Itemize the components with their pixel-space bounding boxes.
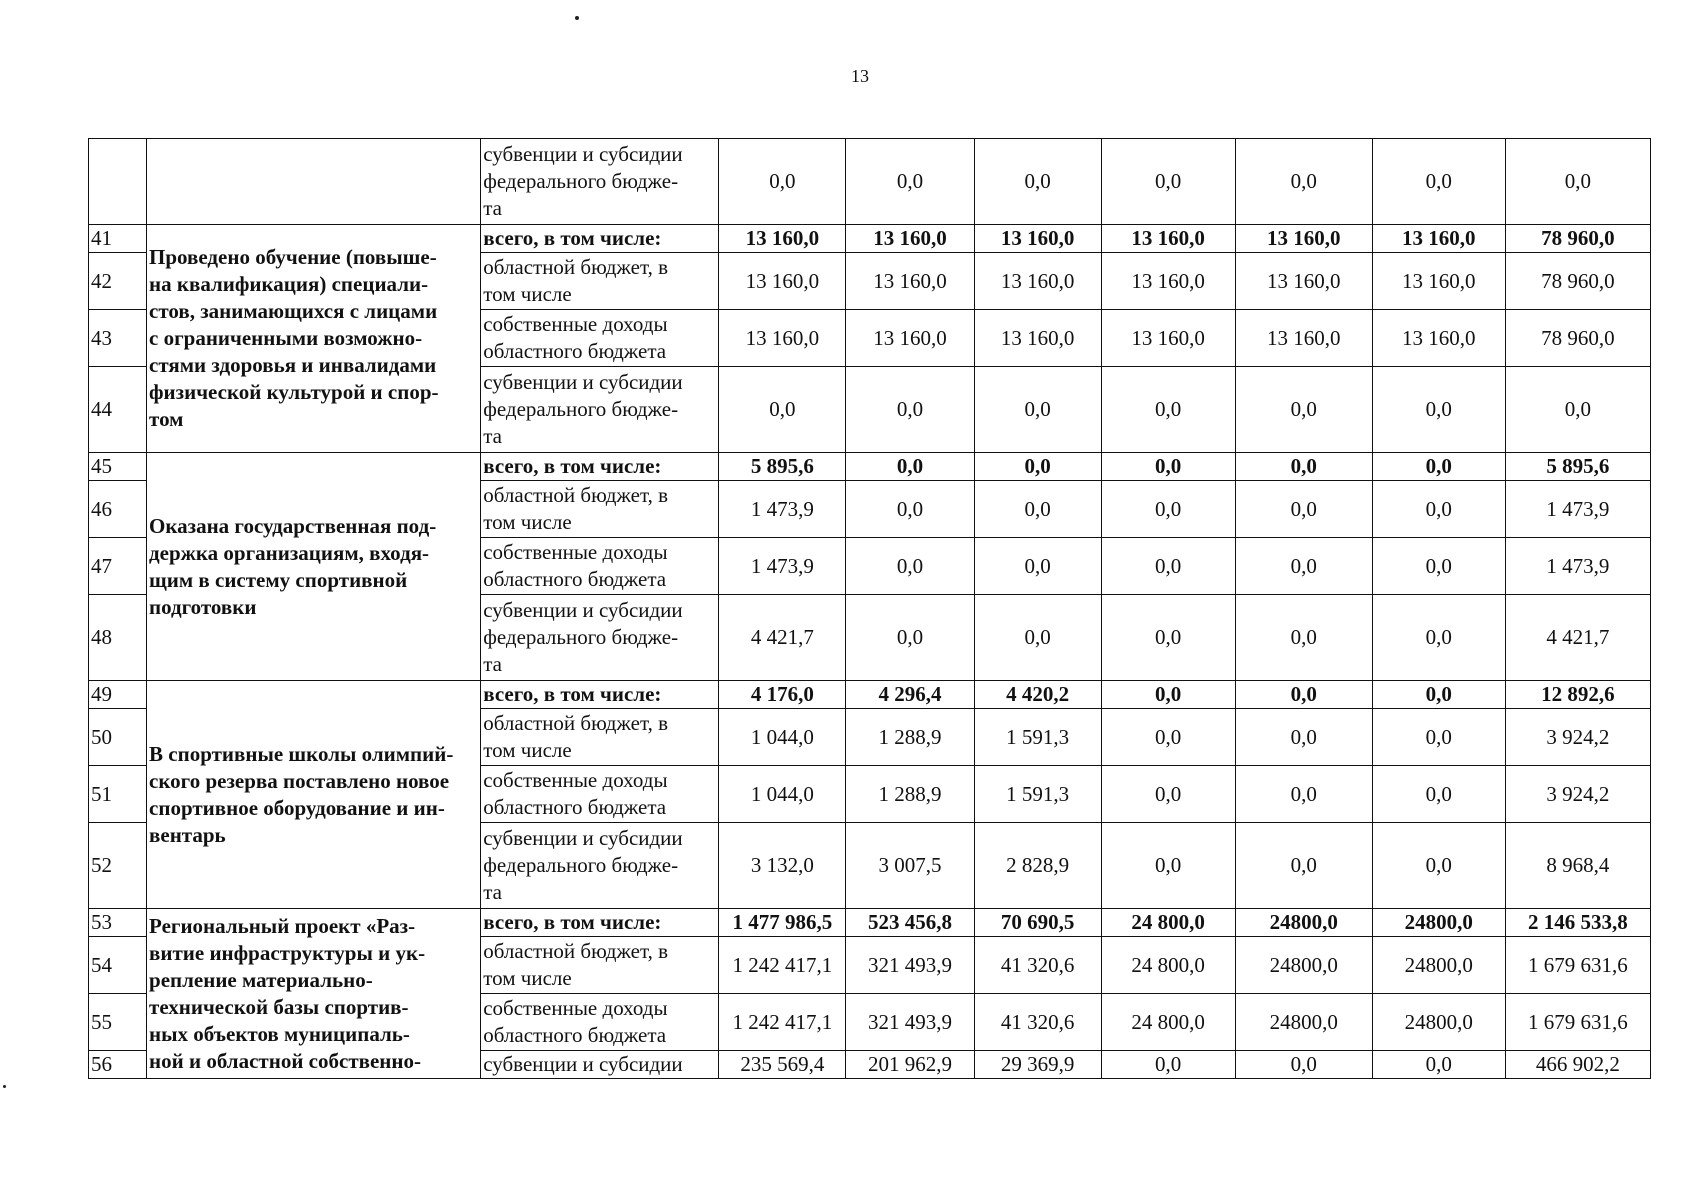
value-cell: 0,0 [1101, 538, 1235, 595]
row-number-cell: 45 [89, 453, 147, 481]
total-value-cell: 5 895,6 [1505, 453, 1650, 481]
value-cell: 24 800,0 [1101, 937, 1235, 994]
value-cell: 1 242 417,1 [719, 994, 846, 1051]
value-cell: 1 288,9 [846, 766, 974, 823]
funding-source-cell: областной бюджет, в том числе [481, 937, 719, 994]
value-cell: 1 473,9 [719, 538, 846, 595]
row-number-cell [89, 139, 147, 225]
value-cell: 13 160,0 [846, 253, 974, 310]
value-cell: 4 421,7 [719, 595, 846, 681]
value-cell: 523 456,8 [846, 909, 974, 937]
row-number-cell: 51 [89, 766, 147, 823]
funding-source-cell: собственные доходы областного бюджета [481, 538, 719, 595]
value-cell: 13 160,0 [1372, 225, 1505, 253]
value-cell: 1 242 417,1 [719, 937, 846, 994]
page-number: 13 [851, 66, 869, 86]
row-number-cell: 53 [89, 909, 147, 937]
value-cell: 1 044,0 [719, 709, 846, 766]
total-value-cell: 8 968,4 [1505, 823, 1650, 909]
value-cell: 0,0 [974, 538, 1101, 595]
table-row [89, 139, 1651, 225]
value-cell: 0,0 [1372, 481, 1505, 538]
value-cell: 0,0 [719, 367, 846, 453]
table-row [89, 225, 1651, 253]
value-cell: 29 369,9 [974, 1051, 1101, 1079]
value-cell: 0,0 [974, 595, 1101, 681]
scan-speck [3, 1085, 6, 1088]
total-value-cell: 1 679 631,6 [1505, 937, 1650, 994]
funding-source-cell: субвенции и субсидии федерального бюдже- та [481, 367, 719, 453]
value-cell: 24800,0 [1372, 909, 1505, 937]
value-cell: 0,0 [1372, 766, 1505, 823]
table-row [89, 453, 1651, 481]
value-cell: 1 591,3 [974, 766, 1101, 823]
row-number-cell: 43 [89, 310, 147, 367]
total-value-cell: 4 421,7 [1505, 595, 1650, 681]
value-cell: 3 132,0 [719, 823, 846, 909]
value-cell: 13 160,0 [974, 225, 1101, 253]
funding-source-cell: областной бюджет, в том числе [481, 709, 719, 766]
row-number-cell: 54 [89, 937, 147, 994]
value-cell: 0,0 [1101, 709, 1235, 766]
value-cell: 13 160,0 [1101, 253, 1235, 310]
value-cell: 13 160,0 [846, 310, 974, 367]
total-value-cell: 466 902,2 [1505, 1051, 1650, 1079]
value-cell: 0,0 [1101, 139, 1235, 225]
value-cell: 0,0 [1101, 453, 1235, 481]
total-value-cell: 78 960,0 [1505, 225, 1650, 253]
value-cell: 41 320,6 [974, 937, 1101, 994]
value-cell: 0,0 [1235, 139, 1372, 225]
value-cell: 4 296,4 [846, 681, 974, 709]
value-cell: 2 828,9 [974, 823, 1101, 909]
funding-source-cell: всего, в том числе: [481, 453, 719, 481]
row-number-cell: 47 [89, 538, 147, 595]
value-cell: 13 160,0 [1372, 253, 1505, 310]
value-cell: 0,0 [1101, 766, 1235, 823]
value-cell: 13 160,0 [846, 225, 974, 253]
row-number-cell: 52 [89, 823, 147, 909]
value-cell: 0,0 [974, 453, 1101, 481]
value-cell: 0,0 [846, 139, 974, 225]
event-description-cell [147, 139, 481, 225]
row-number-cell: 44 [89, 367, 147, 453]
budget-table [88, 138, 1651, 1079]
value-cell: 70 690,5 [974, 909, 1101, 937]
event-description-cell: Региональный проект «Раз- витие инфраструктуры и ук- репление материально- технической базы спортив- ных объектов муниципаль- ной и областной собственно- [147, 909, 481, 1079]
value-cell: 1 288,9 [846, 709, 974, 766]
value-cell: 0,0 [1235, 481, 1372, 538]
value-cell: 0,0 [1372, 681, 1505, 709]
funding-source-cell: субвенции и субсидии федерального бюдже- та [481, 823, 719, 909]
value-cell: 13 160,0 [719, 310, 846, 367]
row-number-cell: 41 [89, 225, 147, 253]
value-cell: 1 473,9 [719, 481, 846, 538]
row-number-cell: 42 [89, 253, 147, 310]
value-cell: 24800,0 [1235, 994, 1372, 1051]
value-cell: 1 477 986,5 [719, 909, 846, 937]
value-cell: 0,0 [846, 595, 974, 681]
value-cell: 0,0 [1235, 595, 1372, 681]
value-cell: 13 160,0 [1372, 310, 1505, 367]
value-cell: 235 569,4 [719, 1051, 846, 1079]
funding-source-cell: всего, в том числе: [481, 909, 719, 937]
row-number-cell: 50 [89, 709, 147, 766]
value-cell: 3 007,5 [846, 823, 974, 909]
value-cell: 0,0 [974, 367, 1101, 453]
value-cell: 0,0 [1372, 1051, 1505, 1079]
value-cell: 1 044,0 [719, 766, 846, 823]
value-cell: 13 160,0 [1235, 225, 1372, 253]
scan-speck [575, 16, 579, 20]
value-cell: 0,0 [1101, 681, 1235, 709]
value-cell: 0,0 [1235, 453, 1372, 481]
value-cell: 13 160,0 [974, 310, 1101, 367]
total-value-cell: 1 473,9 [1505, 481, 1650, 538]
value-cell: 0,0 [1235, 681, 1372, 709]
total-value-cell: 78 960,0 [1505, 253, 1650, 310]
funding-source-cell: субвенции и субсидии федерального бюдже- та [481, 139, 719, 225]
total-value-cell: 0,0 [1505, 139, 1650, 225]
funding-source-cell: областной бюджет, в том числе [481, 481, 719, 538]
value-cell: 13 160,0 [1101, 225, 1235, 253]
row-number-cell: 48 [89, 595, 147, 681]
value-cell: 321 493,9 [846, 994, 974, 1051]
value-cell: 0,0 [1235, 709, 1372, 766]
value-cell: 0,0 [974, 481, 1101, 538]
value-cell: 201 962,9 [846, 1051, 974, 1079]
value-cell: 13 160,0 [1235, 253, 1372, 310]
value-cell: 0,0 [1372, 709, 1505, 766]
value-cell: 0,0 [846, 481, 974, 538]
value-cell: 0,0 [846, 453, 974, 481]
value-cell: 0,0 [1101, 367, 1235, 453]
value-cell: 4 420,2 [974, 681, 1101, 709]
value-cell: 13 160,0 [1101, 310, 1235, 367]
event-description-cell: Проведено обучение (повыше- на квалификация) специали- стов, занимающихся с лицами с ограниченными возможно- стями здоровья и инвалидами физической культурой и спор- том [147, 225, 481, 453]
funding-source-cell: собственные доходы областного бюджета [481, 766, 719, 823]
value-cell: 24800,0 [1372, 994, 1505, 1051]
value-cell: 0,0 [1235, 367, 1372, 453]
total-value-cell: 2 146 533,8 [1505, 909, 1650, 937]
value-cell: 4 176,0 [719, 681, 846, 709]
funding-source-cell: собственные доходы областного бюджета [481, 994, 719, 1051]
value-cell: 24800,0 [1235, 937, 1372, 994]
total-value-cell: 0,0 [1505, 367, 1650, 453]
funding-source-cell: всего, в том числе: [481, 681, 719, 709]
value-cell: 5 895,6 [719, 453, 846, 481]
funding-source-cell: областной бюджет, в том числе [481, 253, 719, 310]
row-number-cell: 49 [89, 681, 147, 709]
funding-source-cell: субвенции и субсидии федерального бюдже- та [481, 595, 719, 681]
value-cell: 0,0 [1101, 823, 1235, 909]
value-cell: 0,0 [1101, 1051, 1235, 1079]
value-cell: 1 591,3 [974, 709, 1101, 766]
value-cell: 0,0 [1101, 595, 1235, 681]
value-cell: 0,0 [1372, 139, 1505, 225]
total-value-cell: 3 924,2 [1505, 766, 1650, 823]
event-description-cell: Оказана государственная под- держка организациям, входя- щим в систему спортивной подготовки [147, 453, 481, 681]
value-cell: 0,0 [1372, 367, 1505, 453]
value-cell: 0,0 [974, 139, 1101, 225]
value-cell: 41 320,6 [974, 994, 1101, 1051]
row-number-cell: 46 [89, 481, 147, 538]
total-value-cell: 1 679 631,6 [1505, 994, 1650, 1051]
total-value-cell: 3 924,2 [1505, 709, 1650, 766]
value-cell: 0,0 [1235, 538, 1372, 595]
event-description-cell: В спортивные школы олимпий- ского резерва поставлено новое спортивное оборудование и ин- вентарь [147, 681, 481, 909]
table-row [89, 909, 1651, 937]
value-cell: 0,0 [719, 139, 846, 225]
funding-source-cell: собственные доходы областного бюджета [481, 310, 719, 367]
value-cell: 0,0 [1235, 823, 1372, 909]
total-value-cell: 12 892,6 [1505, 681, 1650, 709]
funding-source-cell: субвенции и субсидии [481, 1051, 719, 1079]
value-cell: 13 160,0 [974, 253, 1101, 310]
value-cell: 0,0 [1372, 453, 1505, 481]
funding-source-cell: всего, в том числе: [481, 225, 719, 253]
row-number-cell: 56 [89, 1051, 147, 1079]
value-cell: 13 160,0 [719, 225, 846, 253]
value-cell: 13 160,0 [719, 253, 846, 310]
row-number-cell: 55 [89, 994, 147, 1051]
value-cell: 0,0 [1372, 823, 1505, 909]
value-cell: 0,0 [1235, 766, 1372, 823]
value-cell: 0,0 [846, 367, 974, 453]
value-cell: 24 800,0 [1101, 994, 1235, 1051]
value-cell: 0,0 [1372, 595, 1505, 681]
value-cell: 0,0 [846, 538, 974, 595]
total-value-cell: 1 473,9 [1505, 538, 1650, 595]
value-cell: 0,0 [1101, 481, 1235, 538]
value-cell: 24800,0 [1372, 937, 1505, 994]
value-cell: 321 493,9 [846, 937, 974, 994]
value-cell: 0,0 [1235, 1051, 1372, 1079]
value-cell: 24 800,0 [1101, 909, 1235, 937]
value-cell: 0,0 [1372, 538, 1505, 595]
table-row [89, 681, 1651, 709]
value-cell: 13 160,0 [1235, 310, 1372, 367]
total-value-cell: 78 960,0 [1505, 310, 1650, 367]
value-cell: 24800,0 [1235, 909, 1372, 937]
